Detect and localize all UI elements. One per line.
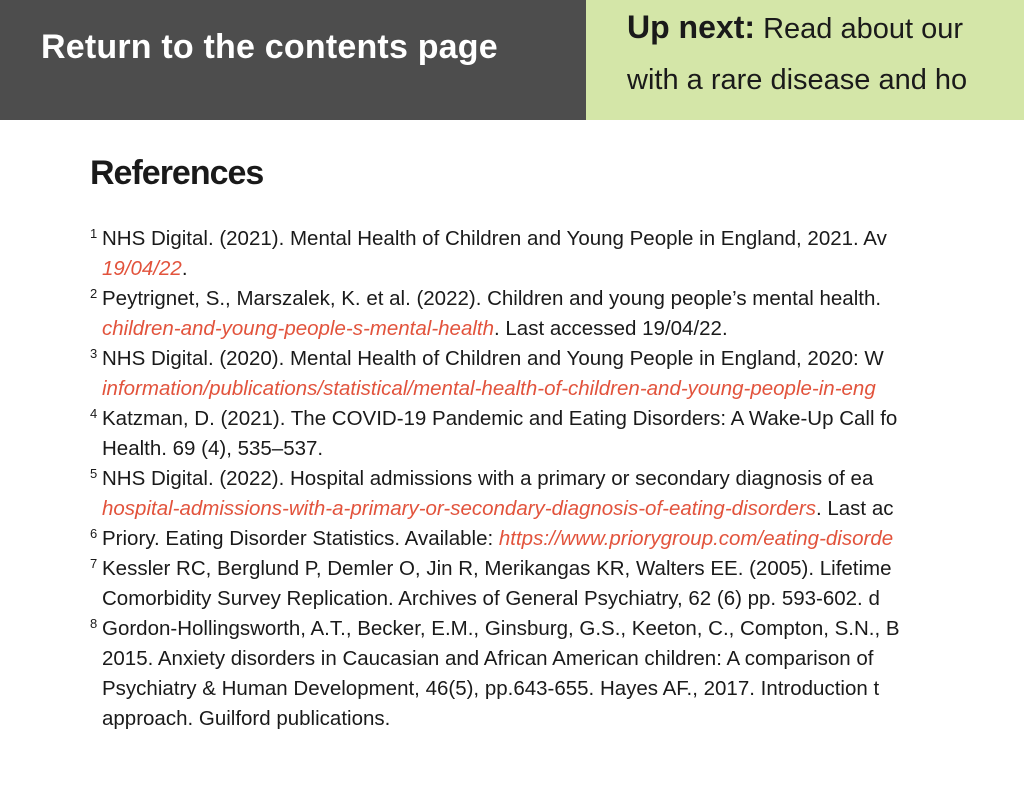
reference-line — [102, 344, 1024, 374]
reference-line — [102, 374, 1024, 404]
up-next-label: Up next: — [627, 9, 755, 45]
reference-link[interactable]: children-and-young-people-s-mental-health — [102, 317, 495, 340]
up-next-banner[interactable] — [586, 0, 1024, 120]
reference-number: 3 — [90, 346, 98, 361]
reference-line — [102, 584, 1024, 614]
reference-link[interactable]: hospital-admissions-with-a-primary-or-secondary-diagnosis-of-eating-disorders — [102, 497, 816, 520]
reference-text: approach. Guilford publications. — [102, 707, 391, 730]
reference-text: Peytrignet, S., Marszalek, K. et al. (2022). Children and young people’s mental health. — [102, 287, 882, 310]
reference-item — [90, 554, 1024, 614]
reference-line — [102, 224, 1024, 254]
reference-text: 2015. Anxiety disorders in Caucasian and African American children: A comparison of — [102, 647, 874, 670]
up-next-text-1: Read about our — [763, 13, 963, 45]
reference-text: Katzman, D. (2021). The COVID-19 Pandemic and Eating Disorders: A Wake-Up Call fo — [102, 407, 898, 430]
reference-number: 2 — [90, 286, 98, 301]
top-navigation-bar — [0, 0, 1024, 120]
reference-number: 8 — [90, 616, 98, 631]
reference-number: 4 — [90, 406, 98, 421]
reference-item — [90, 284, 1024, 344]
reference-line — [102, 554, 1024, 584]
reference-item — [90, 224, 1024, 284]
reference-item — [90, 614, 1024, 734]
reference-line — [102, 254, 1024, 284]
reference-link[interactable]: https://www.priorygroup.com/eating-disorde — [498, 527, 894, 550]
reference-line — [102, 434, 1024, 464]
reference-link[interactable]: information/publications/statistical/mental-health-of-children-and-young-people-in-eng — [102, 377, 876, 400]
up-next-text-2: with a rare disease and ho — [627, 64, 968, 96]
reference-number: 6 — [90, 526, 98, 541]
return-to-contents-button[interactable]: Return to the contents page — [0, 0, 586, 120]
reference-list — [90, 224, 1024, 734]
reference-text: Kessler RC, Berglund P, Demler O, Jin R, Merikangas KR, Walters EE. (2005). Lifetime — [102, 557, 892, 580]
reference-text: Health. 69 (4), 535–537. — [102, 437, 324, 460]
reference-line — [102, 524, 1024, 554]
reference-text: . Last accessed 19/04/22. — [494, 317, 728, 340]
up-next-line-1 — [627, 2, 1024, 55]
reference-number: 7 — [90, 556, 98, 571]
reference-line — [102, 704, 1024, 734]
references-title: References — [90, 154, 264, 192]
reference-item — [90, 524, 1024, 554]
reference-text: . — [181, 257, 188, 280]
reference-line — [102, 464, 1024, 494]
up-next-line-2 — [627, 55, 1024, 106]
reference-line — [102, 644, 1024, 674]
references-section — [90, 150, 1024, 734]
reference-item — [90, 464, 1024, 524]
reference-line — [102, 614, 1024, 644]
reference-line — [102, 404, 1024, 434]
reference-item — [90, 344, 1024, 404]
reference-link[interactable]: 19/04/22 — [102, 257, 182, 280]
reference-text: NHS Digital. (2022). Hospital admissions with a primary or secondary diagnosis of ea — [102, 467, 874, 490]
reference-text: Gordon-Hollingsworth, A.T., Becker, E.M., Ginsburg, G.S., Keeton, C., Compton, S.N., B — [102, 617, 900, 640]
reference-number: 5 — [90, 466, 98, 481]
reference-text: . Last ac — [815, 497, 894, 520]
reference-item — [90, 404, 1024, 464]
reference-text: Comorbidity Survey Replication. Archives of General Psychiatry, 62 (6) pp. 593-602. d — [102, 587, 880, 610]
reference-number: 1 — [90, 226, 98, 241]
reference-line — [102, 284, 1024, 314]
reference-text: Psychiatry & Human Development, 46(5), pp.643-655. Hayes AF., 2017. Introduction t — [102, 677, 880, 700]
reference-text: Priory. Eating Disorder Statistics. Available: — [102, 527, 499, 550]
reference-line — [102, 314, 1024, 344]
reference-line — [102, 674, 1024, 704]
reference-line — [102, 494, 1024, 524]
reference-text: NHS Digital. (2020). Mental Health of Children and Young People in England, 2020: W — [102, 347, 884, 370]
reference-text: NHS Digital. (2021). Mental Health of Children and Young People in England, 2021. Av — [102, 227, 887, 250]
